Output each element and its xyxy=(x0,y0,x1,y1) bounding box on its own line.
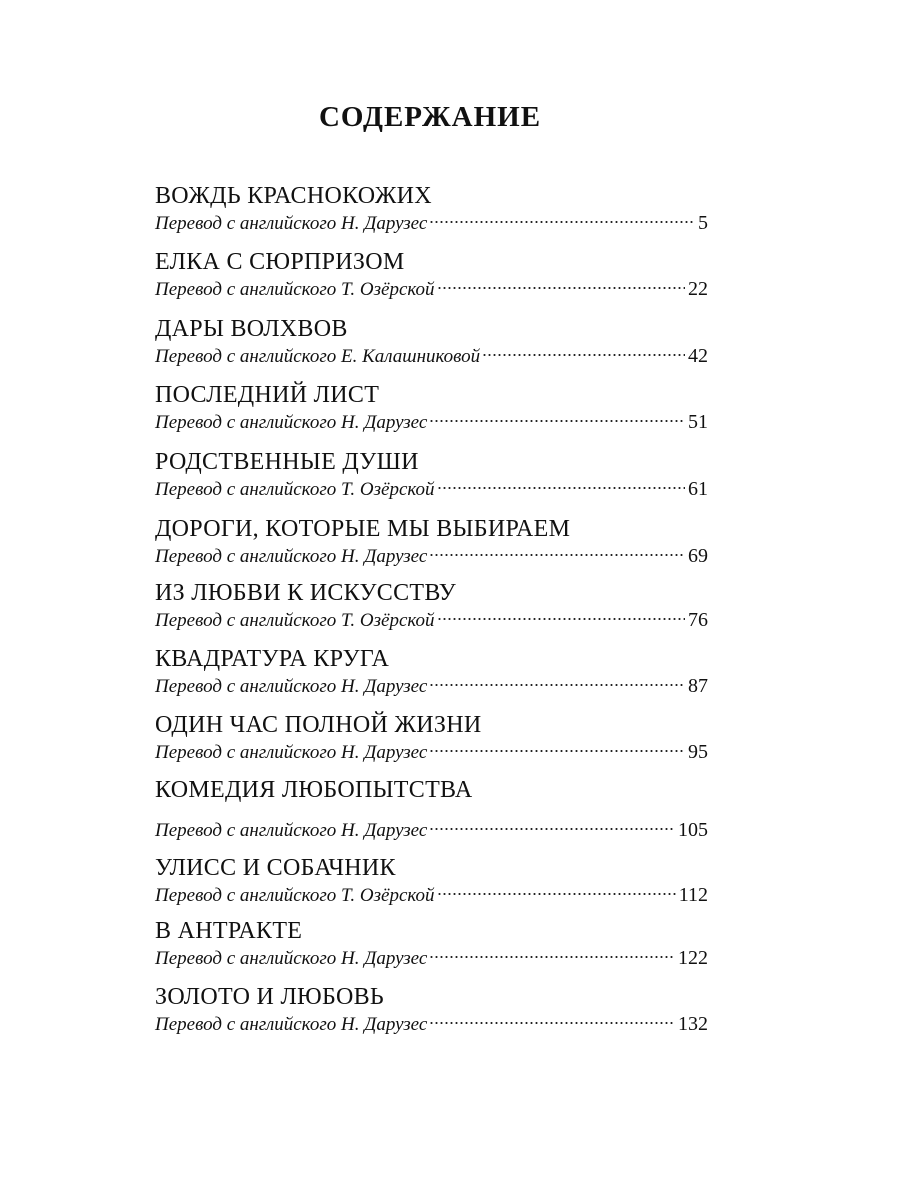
toc-entry[interactable] xyxy=(155,183,708,235)
entry-page-number: 22 xyxy=(688,278,708,300)
entry-title: ЗОЛОТО И ЛЮБОВЬ xyxy=(155,984,384,1010)
entry-translator: Перевод с английского Т. Озёрской xyxy=(155,610,435,631)
entry-title: ИЗ ЛЮБВИ К ИСКУССТВУ xyxy=(155,580,457,606)
page-title: СОДЕРЖАНИЕ xyxy=(318,101,542,133)
entry-translator: Перевод с английского Т. Озёрской xyxy=(155,885,435,906)
toc-entry[interactable] xyxy=(155,580,708,632)
entry-line xyxy=(155,946,708,970)
entry-line xyxy=(155,544,708,568)
dot-leader xyxy=(437,485,685,491)
entry-title: УЛИСС И СОБАЧНИК xyxy=(155,855,396,881)
entry-page-number: 42 xyxy=(688,345,708,367)
entry-translator: Перевод с английского Н. Дарузес xyxy=(155,412,428,433)
entry-translator: Перевод с английского Т. Озёрской xyxy=(155,279,435,300)
entry-line xyxy=(155,211,708,235)
dot-leader xyxy=(429,1020,675,1026)
entry-line xyxy=(155,674,708,698)
entry-line xyxy=(155,883,708,907)
entry-page-number: 76 xyxy=(688,609,708,631)
toc-entry[interactable] xyxy=(155,316,708,368)
dot-leader xyxy=(429,418,685,424)
entry-page-number: 132 xyxy=(678,1013,708,1035)
dot-leader xyxy=(429,682,685,688)
toc-entry[interactable] xyxy=(155,516,708,568)
dot-leader xyxy=(429,219,695,225)
entry-page-number: 5 xyxy=(698,212,708,234)
entry-page-number: 95 xyxy=(688,741,708,763)
entry-translator: Перевод с английского Н. Дарузес xyxy=(155,948,428,969)
entry-title: КВАДРАТУРА КРУГА xyxy=(155,646,390,672)
toc-entry[interactable] xyxy=(155,855,708,907)
dot-leader xyxy=(429,826,675,832)
entry-title: ДАРЫ ВОЛХВОВ xyxy=(155,316,348,342)
entry-translator: Перевод с английского Н. Дарузес xyxy=(155,742,428,763)
toc-entry[interactable] xyxy=(155,918,708,970)
entry-page-number: 122 xyxy=(678,947,708,969)
entry-translator: Перевод с английского Н. Дарузес xyxy=(155,546,428,567)
dot-leader xyxy=(482,352,685,358)
entry-title: В АНТРАКТЕ xyxy=(155,918,303,944)
toc-entry[interactable] xyxy=(155,777,708,842)
entry-line xyxy=(155,277,708,301)
entry-title: ПОСЛЕДНИЙ ЛИСТ xyxy=(155,382,380,408)
entry-title: ОДИН ЧАС ПОЛНОЙ ЖИЗНИ xyxy=(155,712,482,738)
entry-translator: Перевод с английского Т. Озёрской xyxy=(155,479,435,500)
dot-leader xyxy=(429,748,685,754)
entry-page-number: 69 xyxy=(688,545,708,567)
toc-entry[interactable] xyxy=(155,646,708,698)
entry-line xyxy=(155,410,708,434)
toc-entry[interactable] xyxy=(155,984,708,1036)
dot-leader xyxy=(437,891,676,897)
entry-page-number: 61 xyxy=(688,478,708,500)
toc-entry[interactable] xyxy=(155,712,708,764)
entry-line xyxy=(155,740,708,764)
entry-page-number: 51 xyxy=(688,411,708,433)
entry-title: ДОРОГИ, КОТОРЫЕ МЫ ВЫБИРАЕМ xyxy=(155,516,571,542)
entry-title: РОДСТВЕННЫЕ ДУШИ xyxy=(155,449,419,475)
dot-leader xyxy=(429,954,675,960)
entry-translator: Перевод с английского Н. Дарузес xyxy=(155,676,428,697)
entry-line xyxy=(155,818,708,842)
entry-title: ВОЖДЬ КРАСНОКОЖИХ xyxy=(155,183,432,209)
entry-translator: Перевод с английского Е. Калашниковой xyxy=(155,346,481,367)
entry-translator: Перевод с английского Н. Дарузес xyxy=(155,820,428,841)
entry-translator: Перевод с английского Н. Дарузес xyxy=(155,213,428,234)
entry-title: ЕЛКА С СЮРПРИЗОМ xyxy=(155,249,405,275)
entry-page-number: 112 xyxy=(678,884,708,906)
entry-translator: Перевод с английского Н. Дарузес xyxy=(155,1014,428,1035)
entry-line xyxy=(155,477,708,501)
toc-entry[interactable] xyxy=(155,382,708,434)
entry-line xyxy=(155,1012,708,1036)
entry-page-number: 87 xyxy=(688,675,708,697)
toc-entry[interactable] xyxy=(155,449,708,501)
entry-title: КОМЕДИЯ ЛЮБОПЫТСТВА xyxy=(155,777,473,803)
dot-leader xyxy=(437,285,685,291)
toc-entry[interactable] xyxy=(155,249,708,301)
dot-leader xyxy=(429,552,685,558)
entry-line xyxy=(155,344,708,368)
dot-leader xyxy=(437,616,685,622)
entry-page-number: 105 xyxy=(678,819,708,841)
entry-line xyxy=(155,608,708,632)
